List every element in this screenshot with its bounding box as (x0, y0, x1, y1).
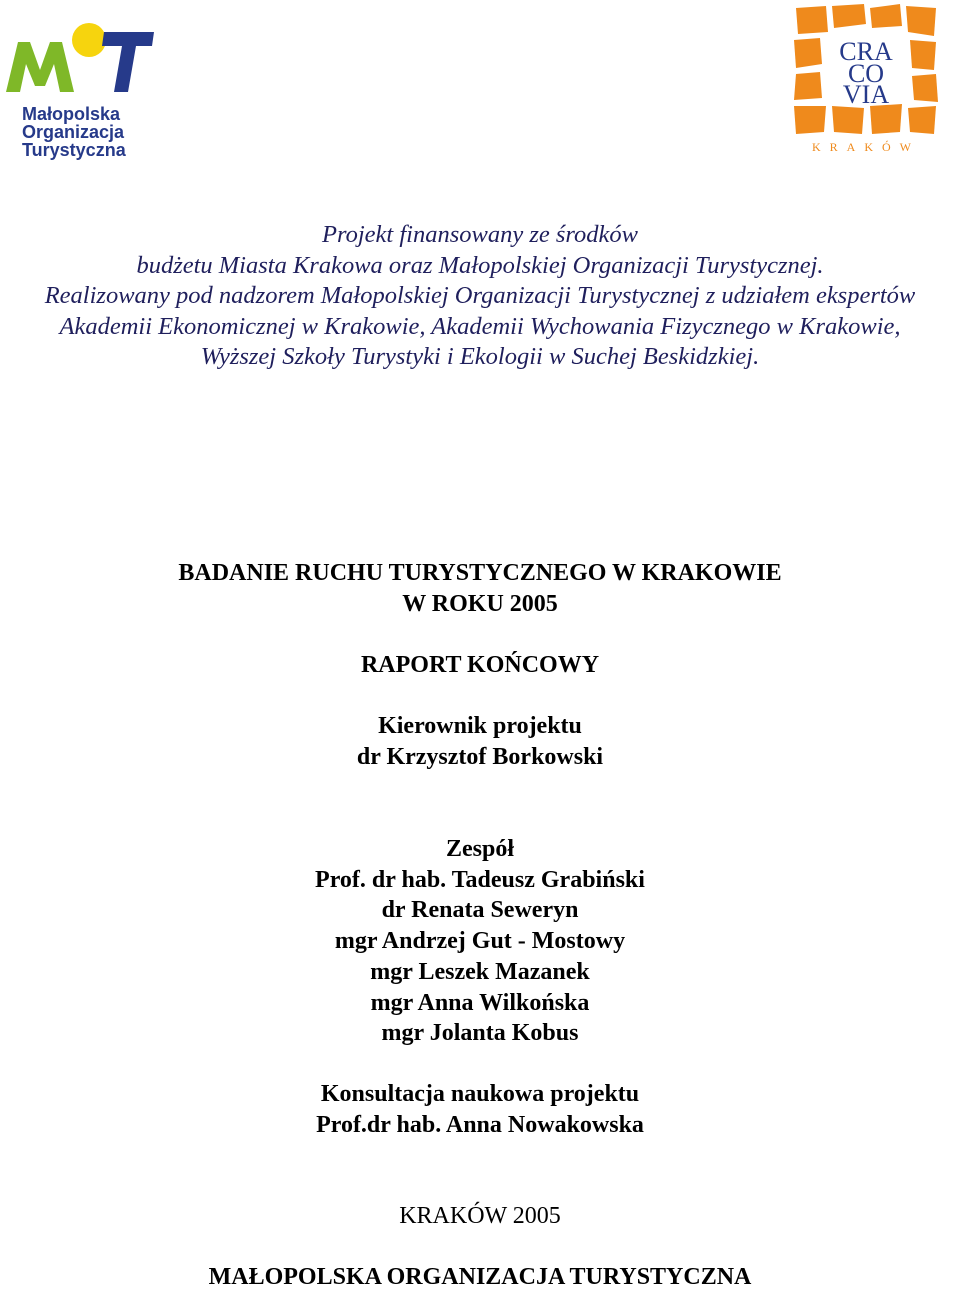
organization-name (0, 1262, 960, 1293)
city-year (0, 1201, 960, 1231)
team-member: mgr Jolanta Kobus (381, 1020, 579, 1047)
mot-logo-m (6, 42, 74, 92)
funding-note (0, 220, 960, 373)
mot-logo-sun (72, 23, 106, 57)
consultation-name: Prof.dr hab. Anna Nowakowska (316, 1111, 644, 1138)
funding-note-line: Akademii Ekonomicznej w Krakowie, Akademii Wychowania Fizycznego w Krakowie, (59, 312, 901, 340)
report-label-text: RAPORT KOŃCOWY (360, 652, 600, 678)
team-member: mgr Andrzej Gut - Mostowy (334, 928, 626, 955)
cracovia-logo-line: VIA (842, 80, 890, 109)
cracovia-logo-caption: KRAKÓW (812, 140, 920, 154)
project-lead-name: dr Krzysztof Borkowski (356, 743, 604, 770)
team-member: mgr Anna Wilkońska (370, 989, 590, 1016)
project-lead-label: Kierownik projektu (378, 713, 582, 739)
mot-logo-t (102, 32, 154, 92)
funding-note-line: Projekt finansowany ze środków (322, 221, 638, 248)
mot-logo-line: Małopolska (22, 104, 121, 124)
mot-logo-line: Turystyczna (22, 140, 126, 160)
funding-note-line: budżetu Miasta Krakowa oraz Małopolskiej Organizacji Turystycznej. (136, 251, 824, 279)
report-title-line: W ROKU 2005 (402, 590, 558, 617)
team-member: dr Renata Seweryn (381, 897, 579, 924)
report-title (0, 558, 960, 619)
team-member: Prof. dr hab. Tadeusz Grabiński (315, 866, 645, 893)
cracovia-logo (790, 2, 940, 154)
mot-logo-line: Organizacja (22, 122, 125, 142)
cracovia-logo-line: CRA (839, 37, 893, 66)
team (0, 834, 960, 1049)
funding-note-line: Realizowany pod nadzorem Małopolskiej Organizacji Turystycznej z udziałem ekspertów (44, 282, 916, 310)
team-label: Zespół (445, 836, 514, 862)
organization-name-text: MAŁOPOLSKA ORGANIZACJA TURYSTYCZNA (208, 1264, 752, 1290)
mot-logo (4, 20, 156, 160)
team-member: mgr Leszek Mazanek (370, 958, 590, 985)
consultation-label: Konsultacja naukowa projektu (320, 1081, 640, 1107)
funding-note-line: Wyższej Szkoły Turystyki i Ekologii w Suchej Beskidzkiej. (200, 343, 760, 371)
project-lead (0, 711, 960, 772)
scientific-consultation (0, 1079, 960, 1140)
report-title-line: BADANIE RUCHU TURYSTYCZNEGO W KRAKOWIE (178, 560, 782, 586)
report-label (0, 650, 960, 681)
cracovia-logo-line: CO (847, 59, 885, 88)
city-year-text: KRAKÓW 2005 (399, 1203, 561, 1229)
